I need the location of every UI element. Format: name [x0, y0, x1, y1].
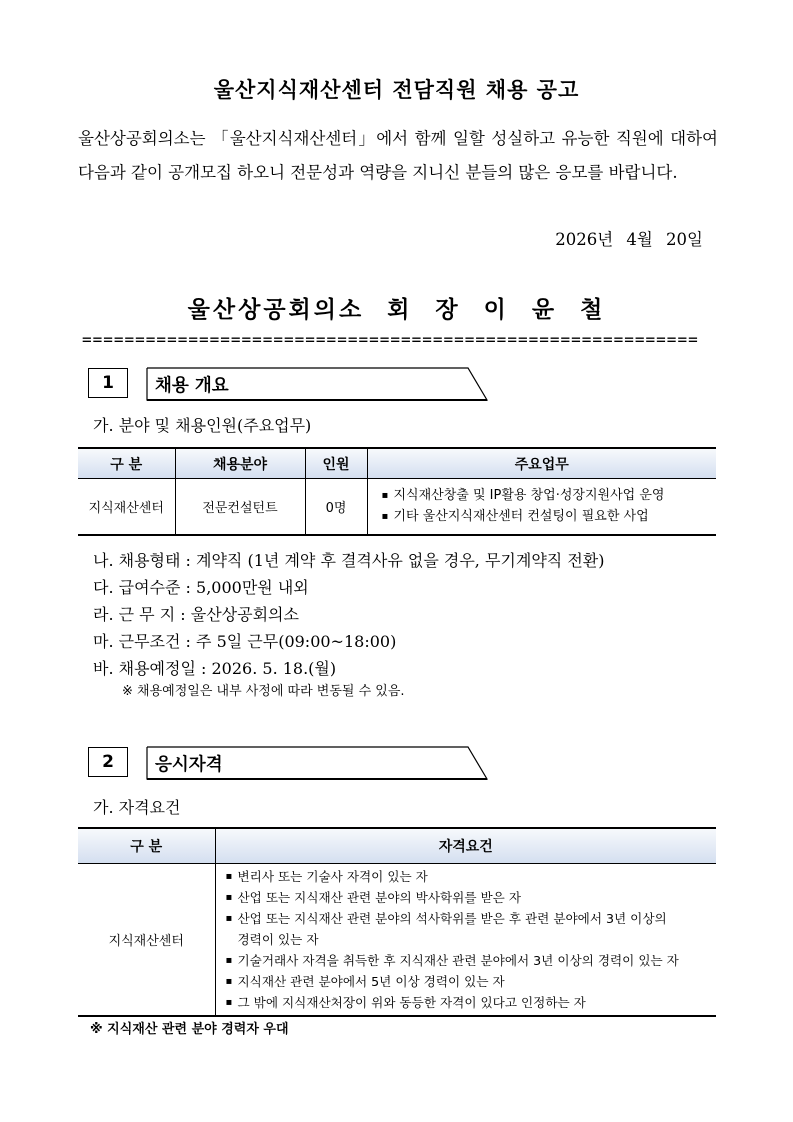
salary-level-label: 다. 급여수준 — [93, 578, 181, 597]
duties-list — [382, 485, 717, 527]
qualifications-table — [78, 827, 716, 1017]
separator-rule: ========================================================== — [82, 332, 699, 348]
list-item: ▪ 기타 울산지식재산센터 컨설팅이 필요한 사업 — [382, 506, 717, 527]
announcement-date: 2026년 4월 20일 — [555, 230, 703, 249]
header-duties: 주요업무 — [367, 448, 716, 479]
list-item: ▪ 산업 또는 지식재산 관련 분야의 석사학위를 받은 후 관련 분야에서 3년 이상의 경력이 있는 자 — [226, 908, 678, 950]
section-2-subheading: 가. 자격요건 — [93, 798, 181, 817]
table-row — [78, 479, 716, 535]
intro-paragraph: 울산상공회의소는 「울산지식재산센터」에서 함께 일할 성실하고 유능한 직원에 대하여 다음과 같이 공개모집 하오니 전문성과 역량을 지니신 분들의 많은 응모를 바랍니다. — [78, 129, 718, 182]
cell-field: 전문컨설턴트 — [175, 479, 305, 535]
recruitment-table — [78, 447, 716, 536]
section-1-title: 채용 개요 — [155, 376, 229, 396]
hiring-date-label: 바. 채용예정일 — [93, 659, 196, 678]
list-item: ▪ 산업 또는 지식재산 관련 분야의 박사학위를 받은 자 — [226, 887, 717, 908]
section-2-number: 2 — [88, 747, 128, 777]
hiring-date — [93, 656, 336, 679]
preference-footnote: ※ 지식재산 관련 분야 경력자 우대 — [90, 1022, 289, 1037]
table-header-row — [78, 448, 716, 479]
section-1-subheading: 가. 분야 및 채용인원(주요업무) — [93, 416, 312, 435]
work-conditions — [93, 629, 396, 652]
employment-type-label: 나. 채용형태 — [93, 551, 181, 570]
header-category: 구 분 — [78, 448, 175, 479]
requirements-list — [226, 866, 717, 1013]
work-conditions-label: 마. 근무조건 — [93, 632, 181, 651]
list-item: ▪ 지식재산창출 및 IP활용 창업·성장지원사업 운영 — [382, 485, 717, 506]
hiring-date-value: : 2026. 5. 18.(월) — [201, 659, 337, 678]
salary-level-value: : 5,000만원 내외 — [185, 578, 309, 597]
section-1-number: 1 — [88, 368, 128, 398]
table-header-row — [78, 828, 716, 864]
header-requirements: 자격요건 — [215, 828, 716, 864]
table-row — [78, 864, 716, 1017]
cell-count: 0명 — [305, 479, 367, 535]
list-item: ▪ 그 밖에 지식재산처장이 위와 동등한 자격이 있다고 인정하는 자 — [226, 992, 717, 1013]
work-location-label: 라. 근 무 지 — [93, 605, 176, 624]
list-item: ▪ 지식재산 관련 분야에서 5년 이상 경력이 있는 자 — [226, 971, 717, 992]
cell-requirements — [215, 864, 716, 1017]
list-item: ▪ 변리사 또는 기술사 자격이 있는 자 — [226, 866, 717, 887]
employment-type-value: : 계약직 (1년 계약 후 결격사유 없을 경우, 무기계약직 전환) — [185, 551, 605, 570]
work-location — [93, 602, 299, 625]
employment-type — [93, 548, 605, 571]
hiring-date-note: ※ 채용예정일은 내부 사정에 따라 변동될 수 있음. — [122, 684, 405, 699]
cell-category: 지식재산센터 — [78, 479, 175, 535]
page-title: 울산지식재산센터 전담직원 채용 공고 — [213, 78, 580, 102]
work-conditions-value: : 주 5일 근무(09:00~18:00) — [185, 632, 397, 651]
list-item: ▪ 기술거래사 자격을 취득한 후 지식재산 관련 분야에서 3년 이상의 경력이 있는 자 — [226, 950, 717, 971]
header-field: 채용분야 — [175, 448, 305, 479]
work-location-value: : 울산상공회의소 — [180, 605, 299, 624]
section-2-title: 응시자격 — [155, 755, 223, 775]
salary-level — [93, 575, 309, 598]
cell-duties — [367, 479, 716, 535]
signature: 울산상공회의소 회 장 이 윤 철 — [187, 297, 606, 323]
cell-category: 지식재산센터 — [78, 864, 215, 1017]
header-count: 인원 — [305, 448, 367, 479]
header-category: 구 분 — [78, 828, 215, 864]
